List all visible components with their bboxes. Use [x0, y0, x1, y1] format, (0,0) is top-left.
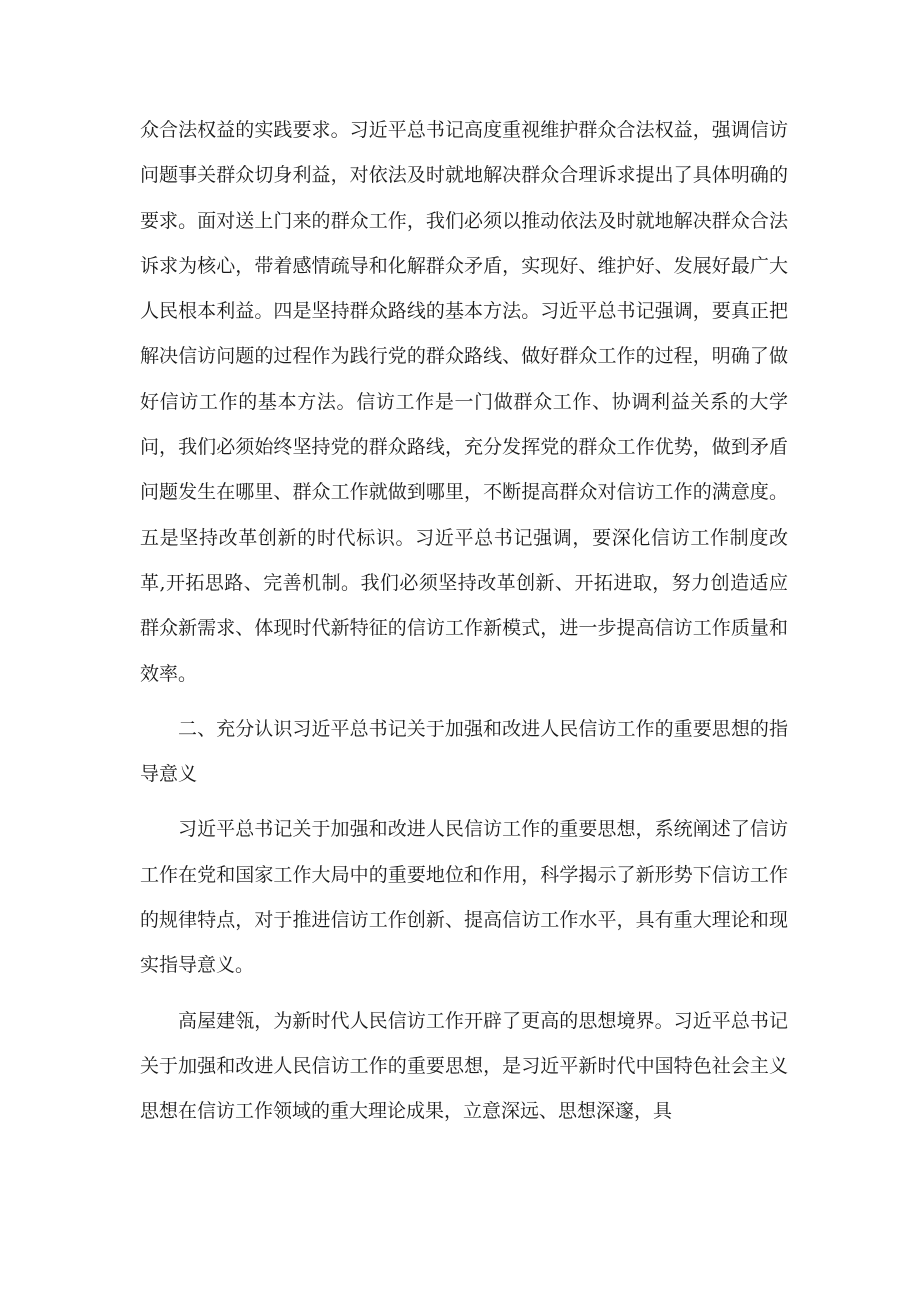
document-body: [140, 108, 788, 1135]
body-paragraph: 习近平总书记关于加强和改进人民信访工作的重要思想，系统阐述了信访工作在党和国家工作大局中的重要地位和作用，科学揭示了新形势下信访工作的规律特点，对于推进信访工作创新、提高信访工作水平，具有重大理论和现实指导意义。: [140, 818, 788, 977]
section-heading: 二、充分认识习近平总书记关于加强和改进人民信访工作的重要思想的指导意义: [140, 717, 788, 786]
body-paragraph: 高屋建瓴，为新时代人民信访工作开辟了更高的思想境界。习近平总书记关于加强和改进人民信访工作的重要思想，是习近平新时代中国特色社会主义思想在信访工作领域的重大理论成果，立意深远、思想深邃，具: [140, 1009, 788, 1123]
body-paragraph: 众合法权益的实践要求。习近平总书记高度重视维护群众合法权益，强调信访问题事关群众切身利益，对依法及时就地解决群众合理诉求提出了具体明确的要求。面对送上门来的群众工作，我们必须以推动依法及时就地解决群众合法诉求为核心，带着感情疏导和化解群众矛盾，实现好、维护好、发展好最广大人民根本利益。四是坚持群众路线的基本方法。习近平总书记强调，要真正把解决信访问题的过程作为践行党的群众路线、做好群众工作的过程，明确了做好信访工作的基本方法。信访工作是一门做群众工作、协调利益关系的大学问，我们必须始终坚持党的群众路线，充分发挥党的群众工作优势，做到矛盾问题发生在哪里、群众工作就做到哪里，不断提高群众对信访工作的满意度。五是坚持改革创新的时代标识。习近平总书记强调，要深化信访工作制度改革,开拓思路、完善机制。我们必须坚持改革创新、开拓进取，努力创造适应群众新需求、体现时代新特征的信访工作新模式，进一步提高信访工作质量和效率。: [140, 119, 788, 685]
